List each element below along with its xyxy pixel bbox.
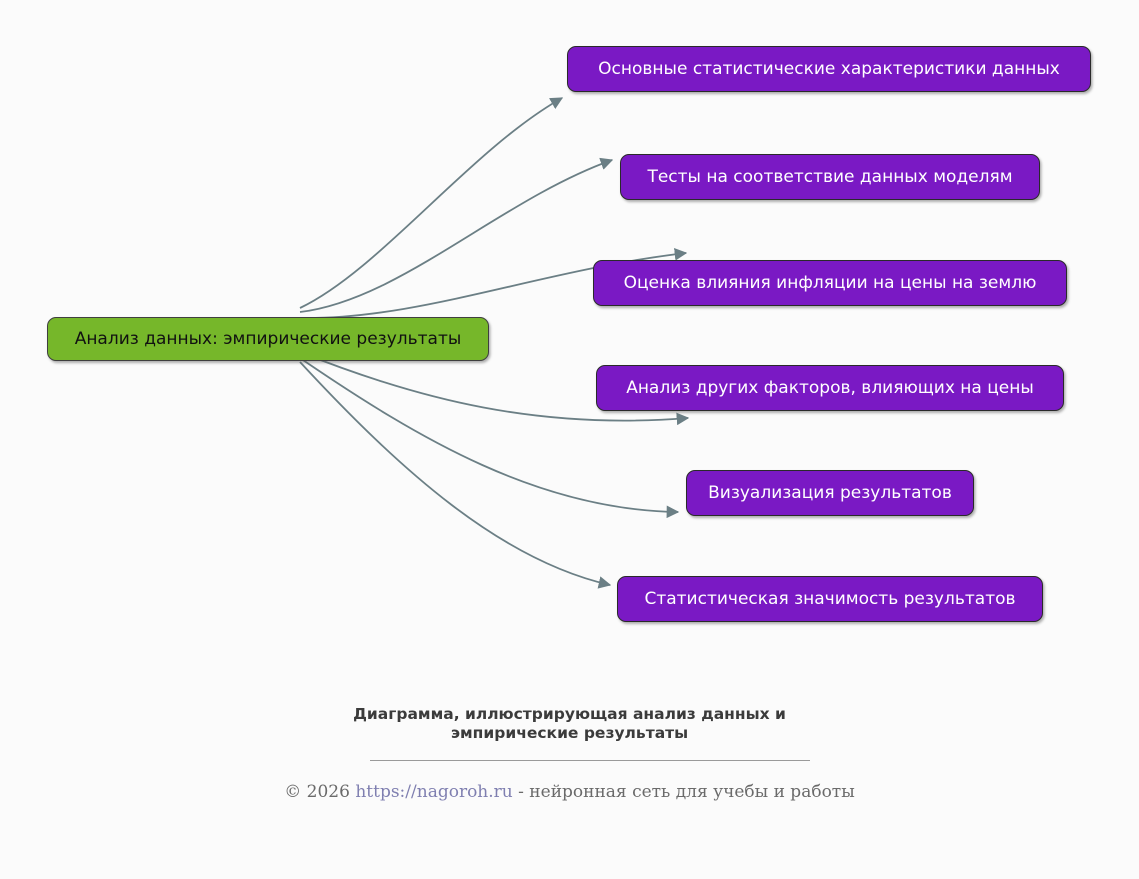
footer-suffix: - нейронная сеть для учебы и работы: [512, 782, 855, 802]
diagram-caption: [0, 705, 1139, 744]
node-label: Тесты на соответствие данных моделям: [647, 166, 1013, 187]
mindmap-node-model-fit-tests[interactable]: [620, 154, 1040, 200]
node-label: Анализ данных: эмпирические результаты: [74, 328, 462, 349]
edge-to-child-1: [300, 98, 562, 308]
node-label: Оценка влияния инфляции на цены на землю: [623, 272, 1037, 293]
mindmap-node-inflation-impact[interactable]: [593, 260, 1067, 306]
footer-credit: [0, 782, 1139, 802]
node-label: Статистическая значимость результатов: [644, 588, 1016, 609]
edge-to-child-2: [300, 160, 612, 312]
footer-site-link[interactable]: https://nagoroh.ru: [355, 782, 513, 802]
node-label: Визуализация результатов: [708, 482, 952, 503]
edge-to-child-6: [300, 362, 610, 585]
caption-line-1: Диаграмма, иллюстрирующая анализ данных и: [353, 705, 786, 723]
node-label: Основные статистические характеристики данных: [598, 58, 1060, 79]
footer-prefix: © 2026: [284, 782, 356, 802]
caption-divider: [370, 760, 810, 761]
caption-line-2: эмпирические результаты: [450, 724, 689, 743]
mindmap-node-other-factors[interactable]: [596, 365, 1064, 411]
mindmap-root-node[interactable]: [47, 317, 489, 361]
node-label: Анализ других факторов, влияющих на цены: [626, 377, 1034, 398]
mindmap-node-visualization[interactable]: [686, 470, 974, 516]
mindmap-node-statistical-characteristics[interactable]: [567, 46, 1091, 92]
mindmap-node-statistical-significance[interactable]: [617, 576, 1043, 622]
